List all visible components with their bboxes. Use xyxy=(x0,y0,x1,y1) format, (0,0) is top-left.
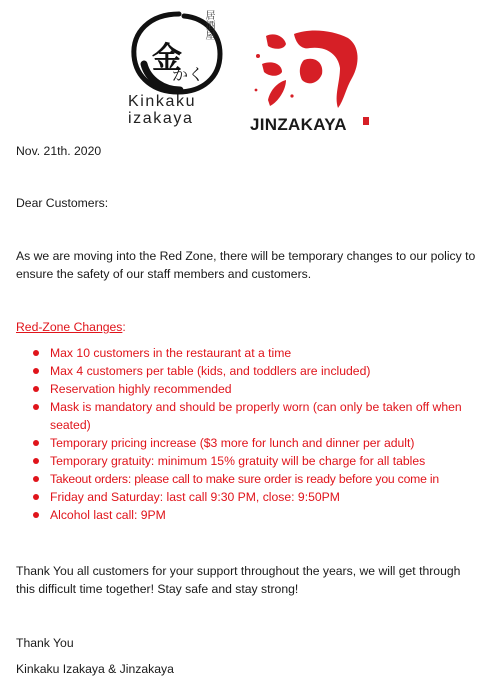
bullet-icon xyxy=(33,440,39,446)
list-item-text: Friday and Saturday: last call 9:30 PM, close: 9:50PM xyxy=(50,490,340,504)
letter-signature: Kinkaku Izakaya & Jinzakaya xyxy=(16,662,174,676)
jinzakaya-seal-icon xyxy=(363,117,369,125)
list-item-text: Temporary pricing increase ($3 more for lunch and dinner per adult) xyxy=(50,436,415,450)
bullet-icon xyxy=(33,476,39,482)
bullet-icon xyxy=(33,368,39,374)
bullet-icon xyxy=(33,512,39,518)
letter-closing: Thank You xyxy=(16,636,74,650)
list-item-text: Alcohol last call: 9PM xyxy=(50,508,166,522)
header-logos xyxy=(0,0,492,140)
list-item xyxy=(16,434,486,452)
bullet-icon xyxy=(33,494,39,500)
list-item xyxy=(16,488,486,506)
list-item-text: Temporary gratuity: minimum 15% gratuity will be charge for all tables xyxy=(50,454,426,468)
list-item xyxy=(16,380,486,398)
bullet-icon xyxy=(33,386,39,392)
list-item xyxy=(16,362,486,380)
bullet-icon xyxy=(33,404,39,410)
kinkaku-wordmark-line2: izakaya xyxy=(128,110,194,127)
bullet-icon xyxy=(33,458,39,464)
list-item xyxy=(16,470,486,488)
kinkaku-wordmark-line1: Kinkaku xyxy=(128,93,197,110)
letter-date: Nov. 21th. 2020 xyxy=(16,144,102,158)
list-item-text: Max 10 customers in the restaurant at a time xyxy=(50,346,292,360)
svg-text:金: 金 xyxy=(152,41,182,76)
list-item xyxy=(16,398,486,434)
list-item xyxy=(16,452,486,470)
letter-greeting: Dear Customers: xyxy=(16,196,109,210)
list-item xyxy=(16,506,486,524)
list-item-text: Max 4 customers per table (kids, and toddlers are included) xyxy=(50,364,371,378)
list-item xyxy=(16,344,486,362)
changes-heading-line xyxy=(16,318,126,336)
thanks-paragraph: Thank You all customers for your support throughout the years, we will get through this difficult time together! Stay safe and stay strong! xyxy=(16,564,461,596)
jinzakaya-logo xyxy=(248,20,368,112)
changes-heading-colon: : xyxy=(122,320,126,334)
list-item-text: Mask is mandatory and should be properly worn (can only be taken off when seated) xyxy=(50,400,462,432)
list-item-text: Reservation highly recommended xyxy=(50,382,232,396)
list-item-text: Takeout orders: please call to make sure order is ready before you come in xyxy=(50,472,439,486)
bullet-icon xyxy=(33,350,39,356)
changes-list xyxy=(16,344,486,524)
kinkaku-wordmark xyxy=(128,93,228,127)
svg-text:かく: かく xyxy=(172,65,205,84)
changes-heading: Red-Zone Changes xyxy=(16,320,123,334)
letter-intro: As we are moving into the Red Zone, there will be temporary changes to our policy to ensure the safety of our staff members and customers. xyxy=(16,249,476,281)
kinkaku-vertical-japanese: 居酒屋 xyxy=(203,10,214,40)
jinzakaya-wordmark: JINZAKAYA xyxy=(250,115,347,134)
